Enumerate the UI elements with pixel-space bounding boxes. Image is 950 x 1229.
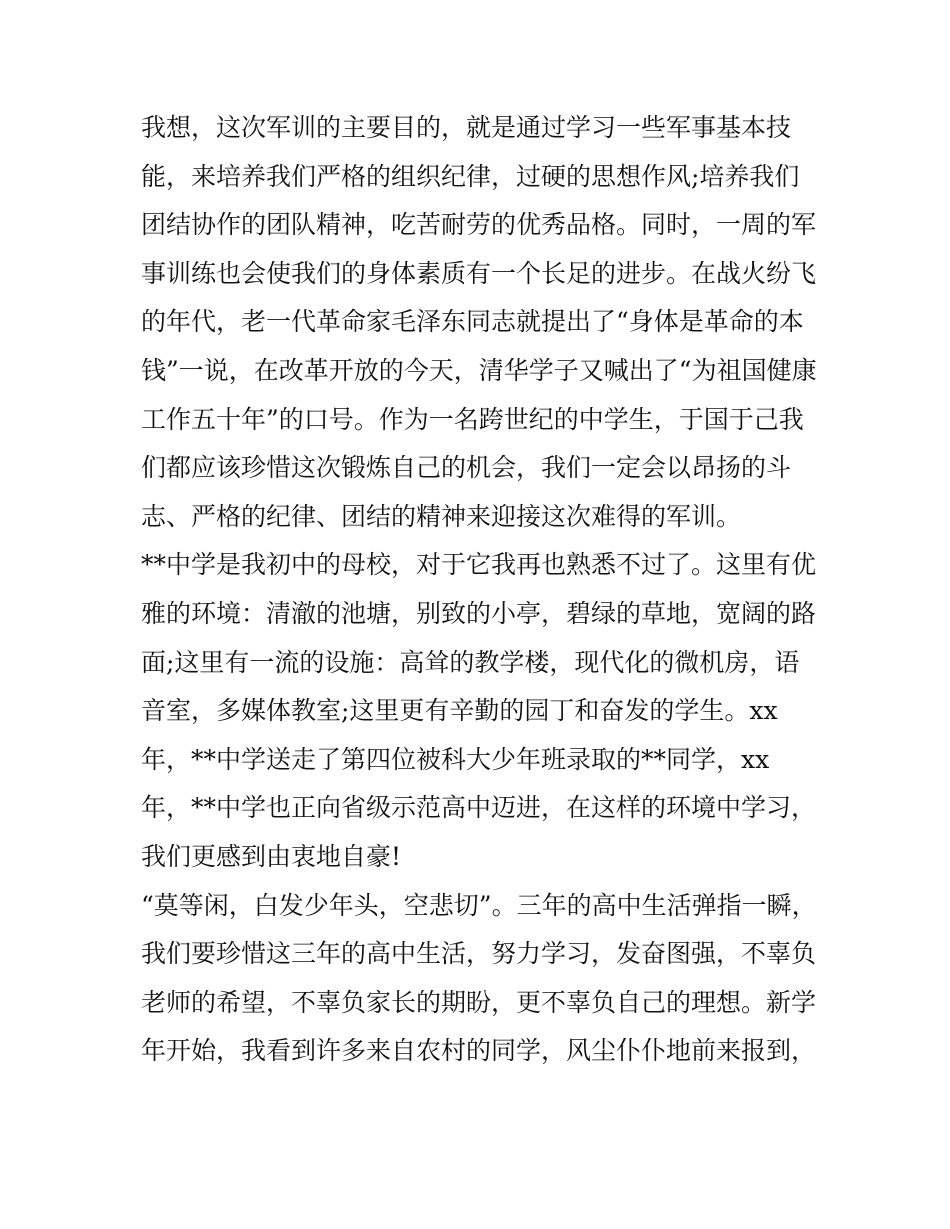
text-line: 我想，这次军训的主要目的，就是通过学习一些军事基本技 <box>141 113 792 142</box>
text-line: 我们更感到由衷地自豪! <box>141 841 402 871</box>
text-line: 们都应该珍惜这次锻炼自己的机会，我们一定会以昂扬的斗 <box>141 453 792 483</box>
text-line: 面;这里有一流的设施：高耸的教学楼，现代化的微机房，语 <box>141 647 800 677</box>
text-line: 团结协作的团队精神，吃苦耐劳的优秀品格。同时，一周的军 <box>141 210 817 240</box>
text-line: 事训练也会使我们的身体素质有一个长足的进步。在战火纷飞 <box>141 258 817 288</box>
text-line: 我们要珍惜这三年的高中生活，努力学习，发奋图强，不辜负 <box>141 939 817 969</box>
text-line: 雅的环境：清澈的池塘，别致的小亭，碧绿的草地，宽阔的路 <box>141 598 817 628</box>
text-line: **中学是我初中的母校，对于它我再也熟悉不过了。这里有优 <box>141 550 817 580</box>
text-line: 工作五十年”的口号。作为一名跨世纪的中学生，于国于己我 <box>141 404 804 434</box>
text-line: “莫等闲，白发少年头，空悲切”。三年的高中生活弹指一瞬， <box>141 890 817 920</box>
text-line: 年，**中学送走了第四位被科大少年班录取的**同学，xx <box>141 744 770 774</box>
text-line: 志、严格的纪律、团结的精神来迎接这次难得的军训。 <box>141 501 742 531</box>
body-text <box>141 104 821 1076</box>
text-line: 的年代，老一代革命家毛泽东同志就提出了“身体是革命的本 <box>141 307 804 337</box>
text-line: 老师的希望，不辜负家长的期盼，更不辜负自己的理想。新学 <box>141 987 817 1017</box>
text-line: 音室，多媒体教室;这里更有辛勤的园丁和奋发的学生。xx <box>141 696 778 726</box>
text-line: 钱”一说，在改革开放的今天，清华学子又喊出了“为祖国健康 <box>141 355 817 385</box>
text-line: 年开始，我看到许多来自农村的同学，风尘仆仆地前来报到， <box>141 1036 817 1066</box>
text-line: 能，来培养我们严格的组织纪律，过硬的思想作风;培养我们 <box>141 161 800 191</box>
text-line: 年，**中学也正向省级示范高中迈进，在这样的环境中学习， <box>141 793 817 823</box>
